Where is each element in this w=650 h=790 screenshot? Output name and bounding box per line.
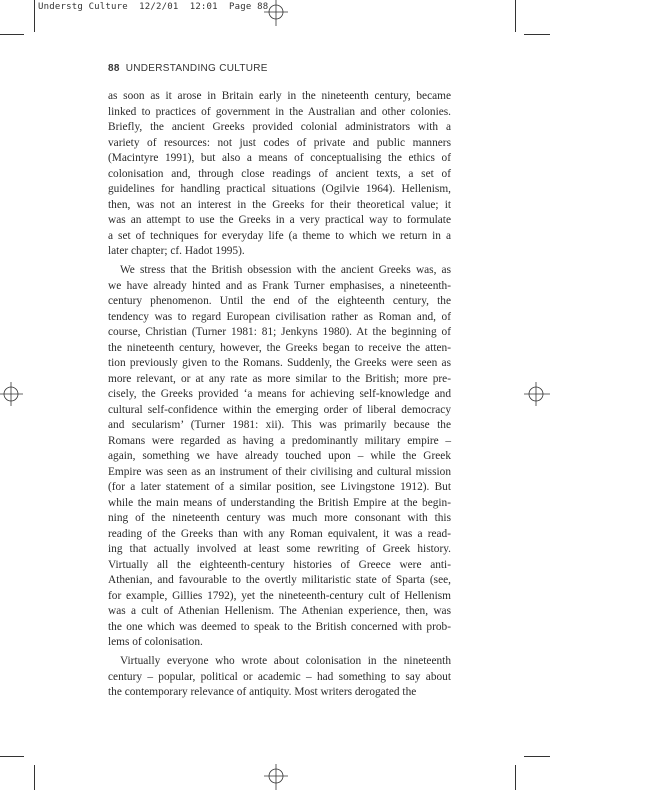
- printer-slug: Understg Culture 12/2/01 12:01 Page 88: [38, 2, 269, 12]
- text-line: while the main means of understanding the British Empire at the begin-: [108, 496, 451, 509]
- text-line: was an attempt to use the Greeks in a very practical way to formulate: [108, 214, 451, 226]
- text-line: colonisation and, through close readings of ancient texts, a set of: [108, 167, 451, 180]
- text-line: ing that actually involved at least some rewriting of Greek history.: [108, 543, 451, 555]
- text-line: more relevant, or at any rate as more similar to the British; more pre-: [108, 372, 451, 385]
- text-line: Briefly, the ancient Greeks provided colonial administrators with a: [108, 121, 451, 133]
- crop-mark-top-right-horizontal: [524, 34, 550, 35]
- page-number: 88: [108, 63, 120, 74]
- running-header: [108, 63, 451, 74]
- crop-mark-bottom-left-vertical: [34, 765, 35, 790]
- paragraph: [108, 654, 451, 701]
- text-line: course, Christian (Turner 1981: 81; Jenkyns 1980). At the beginning of: [108, 326, 451, 338]
- text-line: tendency was to regard European civilisation rather as Roman and, of: [108, 310, 451, 323]
- paragraph: [108, 263, 451, 651]
- text-line: (for a later statement of a similar position, see Livingstone 1912). But: [108, 481, 451, 493]
- text-line: again, something we have already touched upon – while the Greek: [108, 450, 451, 462]
- registration-mark-right-icon: [522, 380, 550, 408]
- text-line: the nineteenth century, however, the Greeks began to receive the atten-: [108, 341, 451, 354]
- crop-mark-bottom-right-horizontal: [524, 756, 550, 757]
- text-line: lems of colonisation.: [108, 636, 203, 648]
- crop-mark-top-left-horizontal: [0, 34, 24, 35]
- text-line: for example, Gillies 1792), yet the nineteenth-century cult of Hellenism: [108, 589, 451, 602]
- crop-mark-bottom-left-horizontal: [0, 756, 24, 757]
- text-line: reading of the Greeks than with any Roman equivalent, it was a read-: [108, 527, 451, 540]
- crop-mark-top-right-vertical: [515, 0, 516, 32]
- text-line: guidelines for handling practical situations (Ogilvie 1964). Hellenism,: [108, 183, 451, 195]
- text-line: century phenomenon. Until the end of the eighteenth century, the: [108, 295, 451, 307]
- registration-mark-top-icon: [262, 0, 290, 26]
- text-line: (Macintyre 1991), but also a means of conceptualising the ethics of: [108, 152, 451, 164]
- text-line: was a cult of Athenian Hellenism. The Athenian experience, then, was: [108, 605, 451, 617]
- body-text: [108, 89, 451, 701]
- text-line: Empire was seen as an instrument of their civilising and cultural mission: [108, 465, 451, 478]
- text-line: then, was not an interest in the Greeks for their theoretical value; it: [108, 198, 451, 211]
- text-line: Romans were regarded as having a predominantly military empire –: [108, 434, 451, 447]
- registration-mark-left-icon: [0, 380, 24, 408]
- registration-mark-bottom-icon: [262, 762, 290, 790]
- text-line: ning of the nineteenth century was much more consonant with this: [108, 512, 451, 524]
- text-line: the contemporary relevance of antiquity. Most writers derogated the: [108, 686, 417, 698]
- text-line: variety of resources: not just codes of private and public manners: [108, 136, 451, 149]
- text-line: as soon as it arose in Britain early in the nineteenth century, became: [108, 90, 451, 102]
- text-line: century – popular, political or academic – had something to say about: [108, 670, 451, 683]
- text-line: linked to practices of government in the Australian and other colonies.: [108, 105, 451, 118]
- text-line: Virtually everyone who wrote about colonisation in the nineteenth: [120, 655, 451, 667]
- text-line: We stress that the British obsession with the ancient Greeks was, as: [120, 264, 451, 276]
- crop-mark-top-left-vertical: [34, 0, 35, 32]
- text-line: a set of techniques for everyday life (a theme to which we return in a: [108, 229, 451, 242]
- text-line: we have already hinted and as Frank Turner emphasises, a nineteenth-: [108, 279, 451, 292]
- crop-mark-bottom-right-vertical: [515, 765, 516, 790]
- text-line: cultural self-confidence within the emerging order of liberal democracy: [108, 403, 451, 416]
- text-line: later chapter; cf. Hadot 1995).: [108, 245, 245, 257]
- text-line: tion previously given to the Romans. Suddenly, the Greeks were seen as: [108, 357, 451, 369]
- text-line: Virtually all the eighteenth-century histories of Greece were anti-: [108, 558, 451, 571]
- text-line: the one which was deemed to speak to the British concerned with prob-: [108, 620, 451, 633]
- text-line: Athenian, and favourable to the overtly militaristic state of Sparta (see,: [108, 574, 451, 586]
- paragraph: [108, 89, 451, 260]
- text-line: and secularism’ (Turner 1981: xii). This was primarily because the: [108, 419, 451, 431]
- running-title: UNDERSTANDING CULTURE: [125, 63, 268, 74]
- text-line: cisely, the Greeks provided ‘a means for achieving self-knowledge and: [108, 388, 451, 400]
